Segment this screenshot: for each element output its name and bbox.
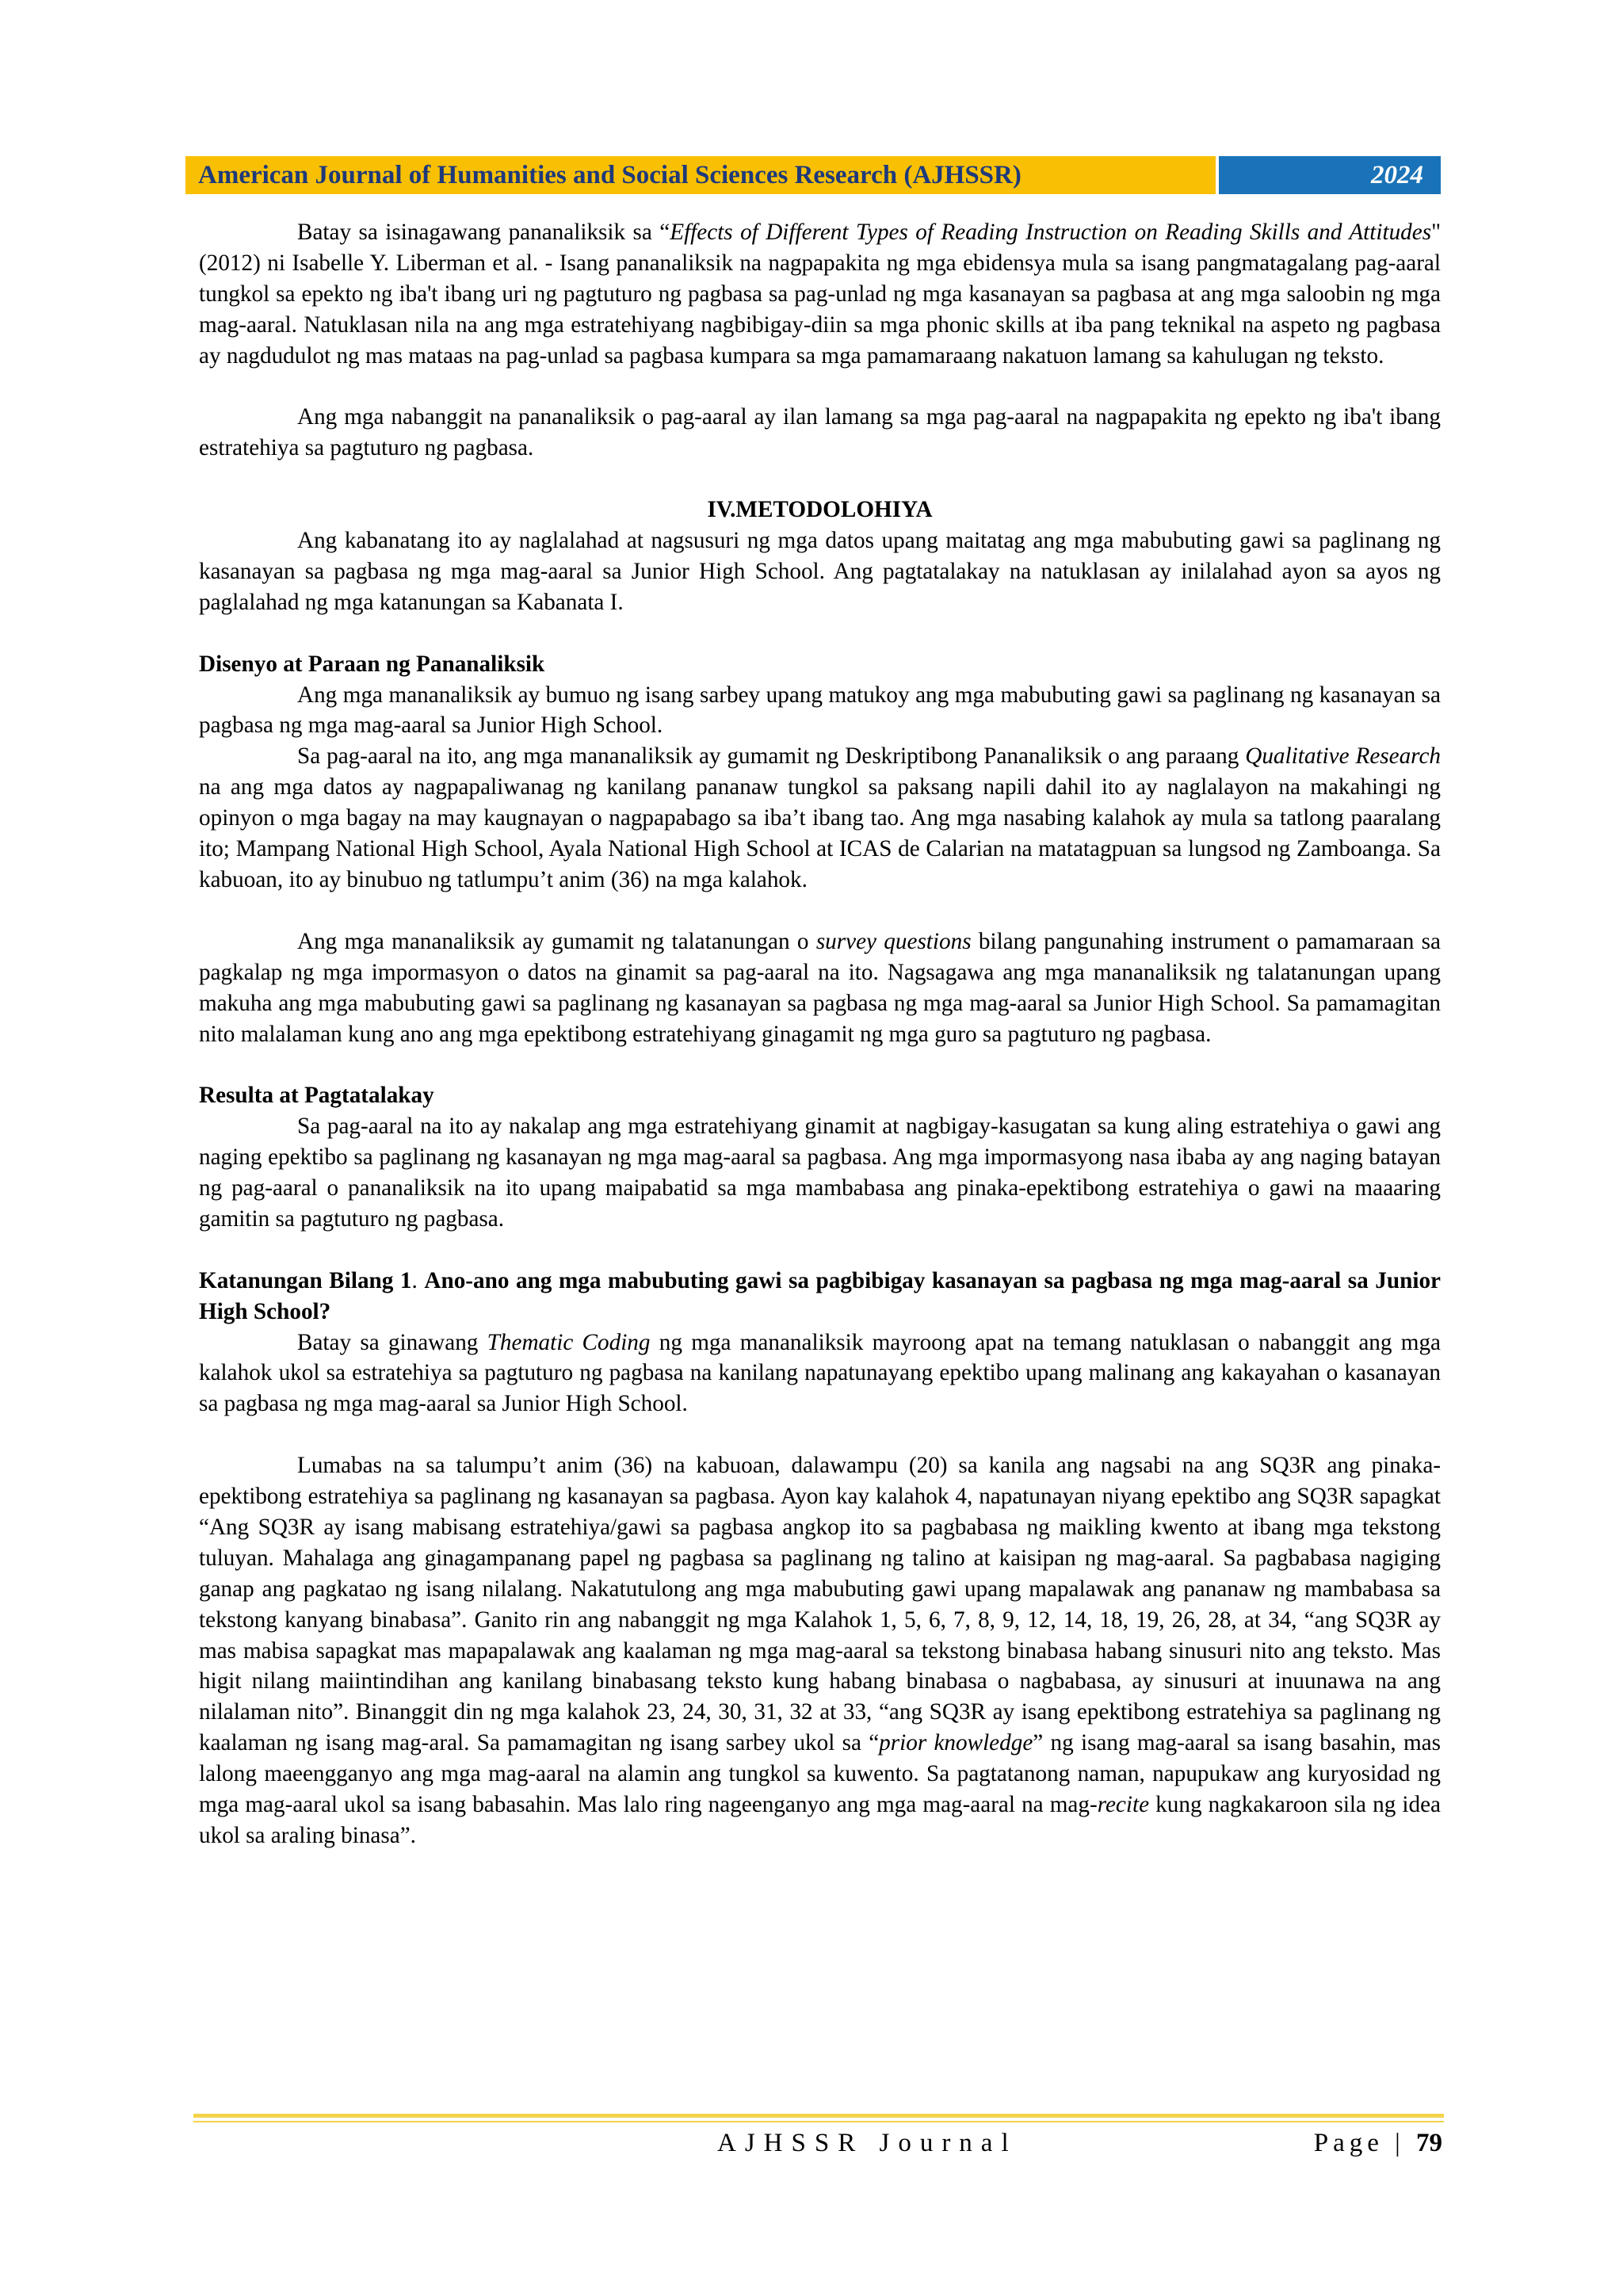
footer-divider-thin	[193, 2121, 1444, 2122]
paragraph-results: Sa pag-aaral na ito ay nakalap ang mga estratehiyang ginamit at nagbigay-kasugatan sa kung aling estratehiya o gawi ang naging epektibo sa paglinang ng kasanayan ng mga mag-aaral sa pagbasa. Ang mga impormasyong nasa ibaba ay ang naging batayan ng pag-aaral o pananaliksik na ito upang maipabatid sa mga mambabasa ang pinaka-epektibong estratehiya o gawi na maaaring gamitin sa pagtuturo ng pagbasa.	[199, 1114, 1441, 1232]
subheading-disenyo: Disenyo at Paraan ng Pananaliksik	[199, 651, 545, 677]
journal-title: American Journal of Humanities and Social Sciences Research (AJHSSR)	[185, 156, 1216, 194]
paragraph-research-design: Sa pag-aaral na ito, ang mga mananaliksik ay gumamit ng Deskriptibong Pananaliksik o ang paraang Qualitative Research na ang mga datos ay nagpapaliwanag ng kanilang pananaw tungkol sa paksang napili dahil ito ay naglalayon na makahingi ng opinyon o mga bagay na may kaugnayan o nagpapabago sa iba’t ibang tao. Ang mga nasabing kalahok ay mula sa tatlong paaralang ito; Mampang National High School, Ayala National High School at ICAS de Calarian na matatagpuan sa lungsod ng Zamboanga. Sa kabuoan, ito ay binubuo ng tatlumpu’t anim (36) na mga kalahok.	[199, 743, 1441, 892]
section-heading-metodolohiya: IV.METODOLOHIYA	[707, 497, 933, 523]
footer-divider	[193, 2114, 1444, 2118]
study-title: Effects of Different Types of Reading Instruction on Reading Skills and Attitudes	[670, 220, 1432, 245]
journal-year: 2024	[1219, 156, 1441, 194]
footer-page-number: Page | 79	[1313, 2129, 1442, 2157]
journal-header	[185, 156, 1441, 194]
footer-journal-name: AJHSSR Journal	[717, 2129, 1018, 2157]
research-question-1: Katanungan Bilang 1. Ano-ano ang mga mabubuting gawi sa pagbibigay kasanayan sa pagbasa ng mga mag-aaral sa Junior High School?	[199, 1267, 1441, 1324]
subheading-resulta: Resulta at Pagtatalakay	[199, 1083, 434, 1109]
paragraph-survey: Ang mga mananaliksik ay bumuo ng isang sarbey upang matukoy ang mga mabubuting gawi sa paglinang ng kasanayan sa pagbasa ng mga mag-aaral sa Junior High School.	[199, 682, 1441, 739]
article-body	[199, 217, 1441, 1851]
paragraph-thematic-coding: Batay sa ginawang Thematic Coding ng mga mananaliksik mayroong apat na temang natuklasan o nabanggit ang mga kalahok ukol sa estratehiya sa pagtuturo ng pagbasa na kanilang napatunayang epektibo upang malinang ang kakayahan o kasanayan sa pagbasa ng mga mag-aaral sa Junior High School.	[199, 1329, 1441, 1417]
paragraph-instrument: Ang mga mananaliksik ay gumamit ng talatanungan o survey questions bilang pangunahing instrument o pamamaraan sa pagkalap ng mga impormasyon o datos na ginamit sa pag-aaral na ito. Nagsagawa ang mga mananaliksik ng talatanungan upang makuha ang mga mabubuting gawi sa paglinang ng kasanayan sa pagbasa ng mga mag-aaral sa Junior High School. Sa pamamagitan nito malalaman kung ano ang mga epektibong estratehiyang ginagamit ng mga guro sa pagtuturo ng pagbasa.	[199, 928, 1441, 1047]
paragraph-summary: Ang mga nabanggit na pananaliksik o pag-aaral ay ilan lamang sa mga pag-aaral na nagpapakita ng epekto ng iba't ibang estratehiya sa pagtuturo ng pagbasa.	[199, 404, 1441, 461]
paragraph-liberman-study: Batay sa isinagawang pananaliksik sa “Effects of Different Types of Reading Instruction on Reading Skills and Attitudes" (2012) ni Isabelle Y. Liberman et al. - Isang pananaliksik na nagpapakita ng mga ebidensya mula sa isang pangmatagalang pag-aaral tungkol sa epekto ng iba't ibang uri ng pagtuturo ng pagbasa sa pag-unlad ng mga kasanayan sa pagbasa at ang mga saloobin ng mga mag-aaral. Natuklasan nila na ang mga estratehiyang nagbibigay-diin sa mga phonic skills at iba pang teknikal na aspeto ng pagbasa ay nagdudulot ng mas mataas na pag-unlad sa pagbasa kumpara sa mga pamamaraang nakatuon lamang sa kahulugan ng teksto.	[199, 220, 1442, 369]
paragraph-chapter-intro: Ang kabanatang ito ay naglalahad at nagsusuri ng mga datos upang maitatag ang mga mabubuting gawi sa paglinang ng kasanayan sa pagbasa ng mga mag-aaral sa Junior High School. Ang pagtatalakay na natuklasan ay inilalahad ayon sa ayos ng paglalahad ng mga katanungan sa Kabanata I.	[199, 528, 1441, 615]
paragraph-sq3r-findings: Lumabas na sa talumpu’t anim (36) na kabuoan, dalawampu (20) sa kanila ang nagsabi na ang SQ3R ang pinaka-epektibong estratehiya sa paglinang ng kasanayan sa pagbasa. Ayon kay kalahok 4, napatunayan niyang epektibo ang SQ3R sapagkat “Ang SQ3R ay isang mabisang estratehiya/gawi sa pagbasa angkop ito sa pagbabasa ng maikling kwento at ibang mga tekstong tuluyan. Mahalaga ang ginagampanang papel ng pagbasa sa paglinang ng talino at kaisipan ng mag-aaral. Sa pagbabasa nagiging ganap ang pagkatao ng isang nilalang. Nakatutulong ang mga mabubuting gawi upang mapalawak ang pananaw ng mambabasa sa tekstong kanyang binabasa”. Ganito rin ang nabanggit ng mga Kalahok 1, 5, 6, 7, 8, 9, 12, 14, 18, 19, 26, 28, at 34, “ang SQ3R ay mas mabisa sapagkat mas mapapalawak ang kaalaman ng mga mag-aaral sa tekstong binabasa habang sinusuri nito ang teksto. Mas higit nilang maiintindihan ang kanilang binabasang teksto kung habang binabasa o nagbabasa, ay sinusuri at inuunawa na ang nilalaman nito”. Binanggit din ng mga kalahok 23, 24, 30, 31, 32 at 33, “ang SQ3R ay isang epektibong estratehiya sa paglinang ng kaalaman ng isang mag-aral. Sa pamamagitan ng isang sarbey ukol sa “prior knowledge” ng isang mag-aaral sa isang basahin, mas lalong maeengganyo ang mga mag-aaral na alamin ang tungkol sa kuwento. Sa pagtatanong naman, napupukaw ang kuryosidad ng mga mag-aaral ukol sa isang babasahin. Mas lalo ring nageenganyo ang mga mag-aaral na mag-recite kung nagkakaroon sila ng idea ukol sa araling binasa”.	[199, 1453, 1441, 1849]
